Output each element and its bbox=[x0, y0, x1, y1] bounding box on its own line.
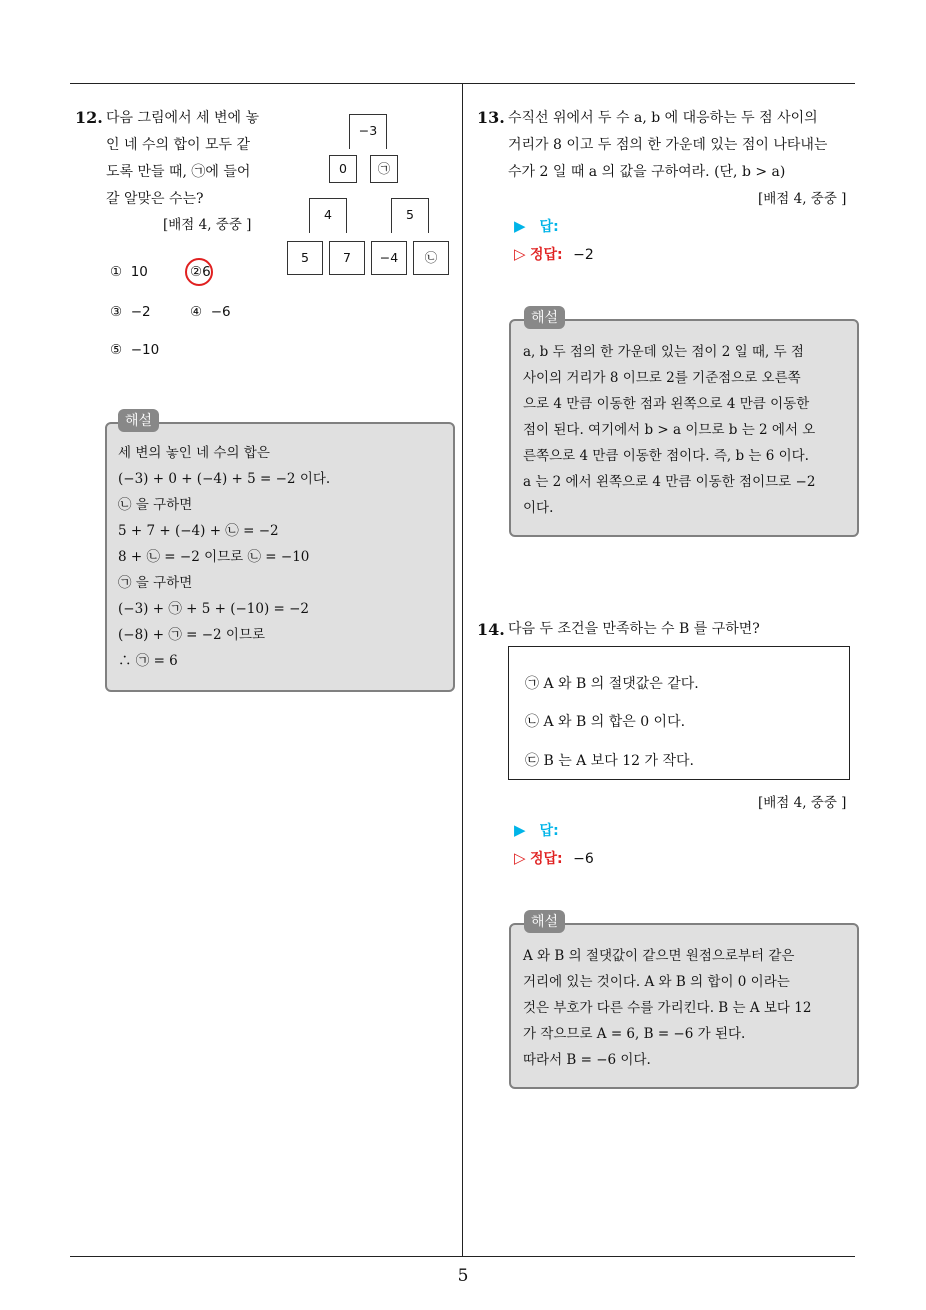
triangle-row4-cell: 7 bbox=[329, 241, 365, 275]
explanation-line: 거리에 있는 것이다. A 와 B 의 합이 0 이라는 bbox=[523, 974, 790, 990]
explanation-line: A 와 B 의 절댓값이 같으면 원점으로부터 같은 bbox=[523, 948, 795, 964]
q14-key-line: ▷ 정답: −6 bbox=[514, 849, 594, 867]
column-divider bbox=[462, 84, 463, 1257]
q14-explanation-box bbox=[509, 923, 859, 1089]
explanation-line: 른쪽으로 4 만큼 이동한 점이다. 즉, b 는 6 이다. bbox=[523, 448, 809, 464]
explanation-line: 따라서 B = −6 이다. bbox=[523, 1052, 651, 1068]
triangle-row2-cell: 0 bbox=[329, 155, 357, 183]
explanation-line: 8 + ㉡ = −2 이므로 ㉡ = −10 bbox=[118, 549, 310, 565]
triangle-row2-cell-giyeok: ㉠ bbox=[370, 155, 398, 183]
explanation-line: (−3) + 0 + (−4) + 5 = −2 이다. bbox=[118, 471, 331, 487]
choice-2[interactable]: ②6 bbox=[190, 264, 211, 280]
q14-explanation-tag: 해설 bbox=[524, 910, 565, 933]
q13-question bbox=[508, 105, 858, 186]
q12-explanation-tag: 해설 bbox=[118, 409, 159, 432]
explanation-line: a 는 2 에서 왼쪽으로 4 만큼 이동한 점이므로 −2 bbox=[523, 474, 816, 490]
q13-key-line: ▷ 정답: −2 bbox=[514, 245, 594, 263]
q12-line: 다음 그림에서 세 변에 놓 bbox=[106, 110, 260, 126]
page-number: 5 bbox=[457, 1266, 469, 1286]
q12-score-meta: [배점 4, 중중 ] bbox=[163, 217, 252, 233]
q12-explanation-text bbox=[118, 440, 443, 674]
choice-1[interactable]: ① 10 bbox=[110, 264, 148, 280]
q14-number: 14. bbox=[477, 620, 505, 639]
q13-explanation-tag: 해설 bbox=[524, 306, 565, 329]
bottom-rule bbox=[70, 1256, 855, 1257]
choice-5[interactable]: ⑤ −10 bbox=[110, 342, 160, 358]
q14-key-value: −6 bbox=[573, 851, 594, 867]
q12-line: 갈 알맞은 수는? bbox=[106, 191, 204, 207]
answer-arrow-icon: ▶ bbox=[514, 821, 526, 839]
explanation-line: (−3) + ㉠ + 5 + (−10) = −2 bbox=[118, 601, 310, 617]
q14-explanation-text bbox=[523, 943, 847, 1073]
explanation-line: 사이의 거리가 8 이므로 2를 기준점으로 오른쪽 bbox=[523, 370, 801, 386]
q13-answer-line: ▶ 답: bbox=[514, 217, 559, 235]
explanation-line: 것은 부호가 다른 수를 가리킨다. B 는 A 보다 12 bbox=[523, 1000, 812, 1016]
explanation-line: ∴ ㉠ = 6 bbox=[118, 653, 178, 669]
condition-2: ㉡ A 와 B 의 합은 0 이다. bbox=[525, 714, 686, 730]
triangle-row4-cell: −4 bbox=[371, 241, 407, 275]
explanation-line: 으로 4 만큼 이동한 점과 왼쪽으로 4 만큼 이동한 bbox=[523, 396, 810, 412]
explanation-line: 5 + 7 + (−4) + ㉡ = −2 bbox=[118, 523, 279, 539]
explanation-line: (−8) + ㉠ = −2 이므로 bbox=[118, 627, 266, 643]
explanation-line: 점이 된다. 여기에서 b > a 이므로 b 는 2 에서 오 bbox=[523, 422, 816, 438]
choice-4[interactable]: ④ −6 bbox=[190, 304, 231, 320]
triangle-row4-cell: 5 bbox=[287, 241, 323, 275]
triangle-top-cell: −3 bbox=[349, 114, 387, 149]
triangle-row3-cell-left: 4 bbox=[309, 198, 347, 233]
explanation-line: 가 작으므로 A = 6, B = −6 가 된다. bbox=[523, 1026, 746, 1042]
q13-number: 13. bbox=[477, 108, 505, 127]
q12-line: 인 네 수의 합이 모두 같 bbox=[106, 137, 250, 153]
q14-conditions-box bbox=[508, 646, 850, 780]
q14-question: 다음 두 조건을 만족하는 수 B 를 구하면? bbox=[508, 621, 760, 637]
q13-line: 수직선 위에서 두 수 a, b 에 대응하는 두 점 사이의 bbox=[508, 110, 818, 126]
explanation-line: a, b 두 점의 한 가운데 있는 점이 2 일 때, 두 점 bbox=[523, 344, 804, 360]
triangle-row3-cell-right: 5 bbox=[391, 198, 429, 233]
q13-explanation-text bbox=[523, 339, 847, 521]
q13-key-value: −2 bbox=[573, 247, 594, 263]
answer-arrow-icon: ▶ bbox=[514, 217, 526, 235]
q13-score-meta: [배점 4, 중중 ] bbox=[758, 191, 847, 207]
q14-score-meta: [배점 4, 중중 ] bbox=[758, 795, 847, 811]
q13-line: 수가 2 일 때 a 의 값을 구하여라. (단, b > a) bbox=[508, 164, 786, 180]
explanation-line: ㉡ 을 구하면 bbox=[118, 497, 193, 513]
condition-3: ㉢ B 는 A 보다 12 가 작다. bbox=[525, 753, 694, 769]
q12-question bbox=[106, 105, 276, 213]
triangle-row4-cell-nieun: ㉡ bbox=[413, 241, 449, 275]
explanation-line: 세 변의 놓인 네 수의 합은 bbox=[118, 445, 270, 461]
q14-answer-line: ▶ 답: bbox=[514, 821, 559, 839]
explanation-line: 이다. bbox=[523, 500, 554, 516]
q13-line: 거리가 8 이고 두 점의 한 가운데 있는 점이 나타내는 bbox=[508, 137, 828, 153]
q12-explanation-box bbox=[105, 422, 455, 692]
choice-3[interactable]: ③ −2 bbox=[110, 304, 151, 320]
q12-line: 도록 만들 때, ㉠에 들어 bbox=[106, 164, 251, 180]
condition-1: ㉠ A 와 B 의 절댓값은 같다. bbox=[525, 676, 699, 692]
key-arrow-icon: ▷ bbox=[514, 245, 526, 263]
key-arrow-icon: ▷ bbox=[514, 849, 526, 867]
q12-number: 12. bbox=[75, 108, 103, 127]
q13-explanation-box bbox=[509, 319, 859, 537]
explanation-line: ㉠ 을 구하면 bbox=[118, 575, 193, 591]
